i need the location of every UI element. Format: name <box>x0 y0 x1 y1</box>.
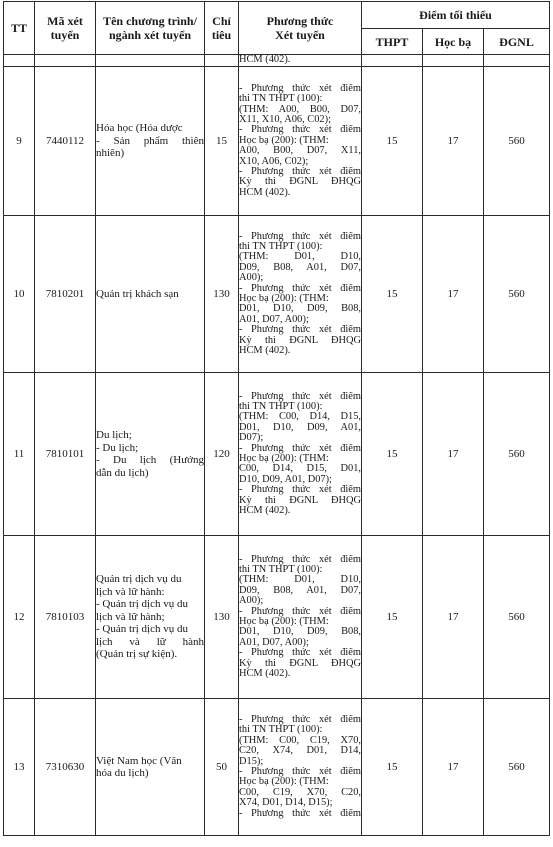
table-row <box>4 699 550 836</box>
row-tt: 12 <box>4 536 35 699</box>
ten-line: Quản trị khách sạn <box>96 287 179 300</box>
header-diem-toi-thieu: Điểm tối thiểu <box>362 2 550 29</box>
table-row <box>4 373 550 536</box>
phuong-thuc-line: A00); <box>239 273 264 284</box>
phuong-thuc-line: thi TN THPT (100): <box>239 725 323 736</box>
phuong-thuc-line: D01, D10, D09, A01, <box>239 422 361 433</box>
phuong-thuc-line: - Phương thức xét điểm <box>239 648 361 659</box>
phuong-thuc-line: thi TN THPT (100): <box>239 94 323 105</box>
ten-line: Du lịch; <box>96 429 132 441</box>
phuong-thuc-line: - Phương thức xét điểm <box>239 325 361 336</box>
phuong-thuc-line: - Phương thức xét điểm <box>239 443 361 454</box>
ten-line: dẫn du lịch) <box>96 466 149 479</box>
phuong-thuc-line: D01, D10, D09, B08, <box>239 627 361 638</box>
row-hoc-ba: 17 <box>423 67 484 216</box>
row-hoc-ba: 17 <box>423 699 484 836</box>
phuong-thuc-line: D07); <box>239 433 264 444</box>
row-ma-xet-tuyen: 7810103 <box>35 536 96 699</box>
phuong-thuc-line: - Phương thức xét điểm <box>239 125 361 136</box>
phuong-thuc-line: thi TN THPT (100): <box>239 564 323 575</box>
header-hoc-ba: Học bạ <box>423 29 484 55</box>
row-hoc-ba: 17 <box>423 536 484 699</box>
ten-line: lịch và lữ hành <box>96 635 204 648</box>
header-ma-xet-tuyen: Mã xét tuyển <box>35 2 96 55</box>
ten-line: Việt Nam học (Văn <box>96 754 182 767</box>
phuong-thuc-line: C00, D14, D15, D01, <box>239 464 361 475</box>
phuong-thuc-line: Kỳ thi ĐGNL ĐHQG <box>239 495 361 506</box>
row-chi-tieu: 50 <box>205 699 239 836</box>
header-phuong-thuc: Phương thức Xét tuyển <box>239 2 362 55</box>
ten-line: - Du lịch (Hướng <box>96 454 204 466</box>
row-dgnl: 560 <box>484 699 550 836</box>
row-hoc-ba: 17 <box>423 373 484 536</box>
phuong-thuc-line: (THM: A00, B00, D07, <box>239 104 361 115</box>
row-chi-tieu: 130 <box>205 216 239 373</box>
table-row-fragment <box>4 55 550 67</box>
header-tt: TT <box>4 2 35 55</box>
phuong-thuc-line: Kỳ thi ĐGNL ĐHQG <box>239 335 361 346</box>
phuong-thuc-line: HCM (402). <box>239 346 291 357</box>
phuong-thuc-line: C20, X74, D01, D14, <box>239 746 361 757</box>
row-ma-xet-tuyen: 7810201 <box>35 216 96 373</box>
row-ten-chuong-trinh <box>96 373 205 536</box>
row-tt: 13 <box>4 699 35 836</box>
phuong-thuc-line: HCM (402). <box>239 669 291 680</box>
row-dgnl: 560 <box>484 536 550 699</box>
phuong-thuc-line: - Phương thức xét điểm <box>239 283 361 294</box>
row-tt: 9 <box>4 67 35 216</box>
phuong-thuc-line: Học bạ (200): (THM: <box>239 454 329 464</box>
phuong-thuc-line: Học bạ (200): (THM: <box>239 135 329 146</box>
ten-line: - Quản trị dịch vụ du <box>96 623 188 636</box>
row-chi-tieu: 15 <box>205 67 239 216</box>
phuong-thuc-line: C00, C19, X70, C20, <box>239 787 361 798</box>
phuong-thuc-line: X74, D01, D14, D15); <box>239 798 333 809</box>
header-thpt: THPT <box>362 29 423 55</box>
phuong-thuc-line: thi TN THPT (100): <box>239 401 323 412</box>
row-tt: 10 <box>4 216 35 373</box>
phuong-thuc-line: (THM: D01, D10, <box>239 575 361 586</box>
header-chi-tieu: Chỉ tiêu <box>205 2 239 55</box>
phuong-thuc-line: thi TN THPT (100): <box>239 241 323 252</box>
ten-line: lịch và lữ hành; <box>96 610 165 623</box>
row-dgnl: 560 <box>484 67 550 216</box>
phuong-thuc-line: - Phương thức xét điểm <box>239 231 361 242</box>
phuong-thuc-fragment: HCM (402). <box>239 55 362 67</box>
row-thpt: 15 <box>362 216 423 373</box>
row-dgnl: 560 <box>484 216 550 373</box>
table-row <box>4 67 550 216</box>
row-phuong-thuc <box>239 67 362 216</box>
phuong-thuc-line: - Phương thức xét điểm <box>239 485 361 496</box>
row-ma-xet-tuyen: 7810101 <box>35 373 96 536</box>
row-tt: 11 <box>4 373 35 536</box>
phuong-thuc-line: - Phương thức xét điểm <box>239 83 361 94</box>
phuong-thuc-line: D09, B08, A01, D07, <box>239 585 361 596</box>
ten-line: - Du lịch; <box>96 441 139 454</box>
phuong-thuc-line: - Phương thức xét điểm <box>239 167 361 178</box>
phuong-thuc-line: A00, B00, D07, X11, <box>239 146 361 157</box>
phuong-thuc-line: D01, D10, D09, B08, <box>239 304 361 315</box>
phuong-thuc-line: A01, D07, A00); <box>239 314 309 325</box>
row-chi-tieu: 130 <box>205 536 239 699</box>
row-hoc-ba: 17 <box>423 216 484 373</box>
table-row <box>4 216 550 373</box>
row-phuong-thuc <box>239 699 362 836</box>
row-phuong-thuc <box>239 373 362 536</box>
admission-table <box>3 1 550 836</box>
phuong-thuc-line: - Phương thức xét điểm <box>239 714 361 725</box>
row-ten-chuong-trinh <box>96 699 205 836</box>
phuong-thuc-line: - Phương thức xét điểm <box>239 554 361 565</box>
row-ma-xet-tuyen: 7310630 <box>35 699 96 836</box>
ten-line: lịch và lữ hành: <box>96 585 165 598</box>
row-ten-chuong-trinh <box>96 67 205 216</box>
phuong-thuc-line: - Phương thức xét điểm <box>239 808 361 819</box>
phuong-thuc-line: D09, B08, A01, D07, <box>239 262 361 273</box>
phuong-thuc-line: (THM: D01, D10, <box>239 252 361 263</box>
row-ten-chuong-trinh <box>96 536 205 699</box>
phuong-thuc-line: - Phương thức xét điểm <box>239 606 361 617</box>
row-thpt: 15 <box>362 536 423 699</box>
phuong-thuc-line: Học bạ (200): (THM: <box>239 777 329 788</box>
ten-line: Hóa học (Hóa dược <box>96 122 183 135</box>
header-ten-chuong-trinh: Tên chương trình/ ngành xét tuyển <box>96 2 205 55</box>
ten-line: hóa du lịch) <box>96 767 149 779</box>
ten-line: - Quản trị dịch vụ du <box>96 598 188 611</box>
row-phuong-thuc <box>239 216 362 373</box>
ten-line: - Sản phẩm thiên <box>96 134 204 147</box>
ten-line: nhiên) <box>96 147 125 160</box>
phuong-thuc-line: HCM (402). <box>239 187 291 198</box>
phuong-thuc-line: A00); <box>239 596 264 607</box>
phuong-thuc-line: (THM: C00, C19, X70, <box>239 735 361 746</box>
phuong-thuc-line: D15); <box>239 756 264 767</box>
phuong-thuc-line: Học bạ (200): (THM: <box>239 294 329 304</box>
row-thpt: 15 <box>362 699 423 836</box>
phuong-thuc-line: (THM: C00, D14, D15, <box>239 412 361 423</box>
ten-line: (Quản trị sự kiện). <box>96 648 178 661</box>
row-dgnl: 560 <box>484 373 550 536</box>
ten-line: Quản trị dịch vụ du <box>96 573 182 586</box>
phuong-thuc-line: HCM (402). <box>239 506 291 517</box>
row-thpt: 15 <box>362 373 423 536</box>
row-chi-tieu: 120 <box>205 373 239 536</box>
phuong-thuc-line: A01, D07, A00); <box>239 637 309 648</box>
phuong-thuc-line: - Phương thức xét điểm <box>239 767 361 777</box>
phuong-thuc-line: - Phương thức xét điểm <box>239 391 361 402</box>
phuong-thuc-line: X11, X10, A06, C02); <box>239 114 331 125</box>
phuong-thuc-line: X10, A06, C02); <box>239 156 309 167</box>
row-ten-chuong-trinh <box>96 216 205 373</box>
header-dgnl: ĐGNL <box>484 29 550 55</box>
phuong-thuc-line: Kỳ thi ĐGNL ĐHQG <box>239 658 361 669</box>
row-ma-xet-tuyen: 7440112 <box>35 67 96 216</box>
row-phuong-thuc <box>239 536 362 699</box>
row-thpt: 15 <box>362 67 423 216</box>
phuong-thuc-line: Kỳ thi ĐGNL ĐHQG <box>239 177 361 188</box>
phuong-thuc-line: D10, D09, A01, D07); <box>239 474 332 485</box>
phuong-thuc-line: Học bạ (200): (THM: <box>239 617 329 627</box>
table-row <box>4 536 550 699</box>
